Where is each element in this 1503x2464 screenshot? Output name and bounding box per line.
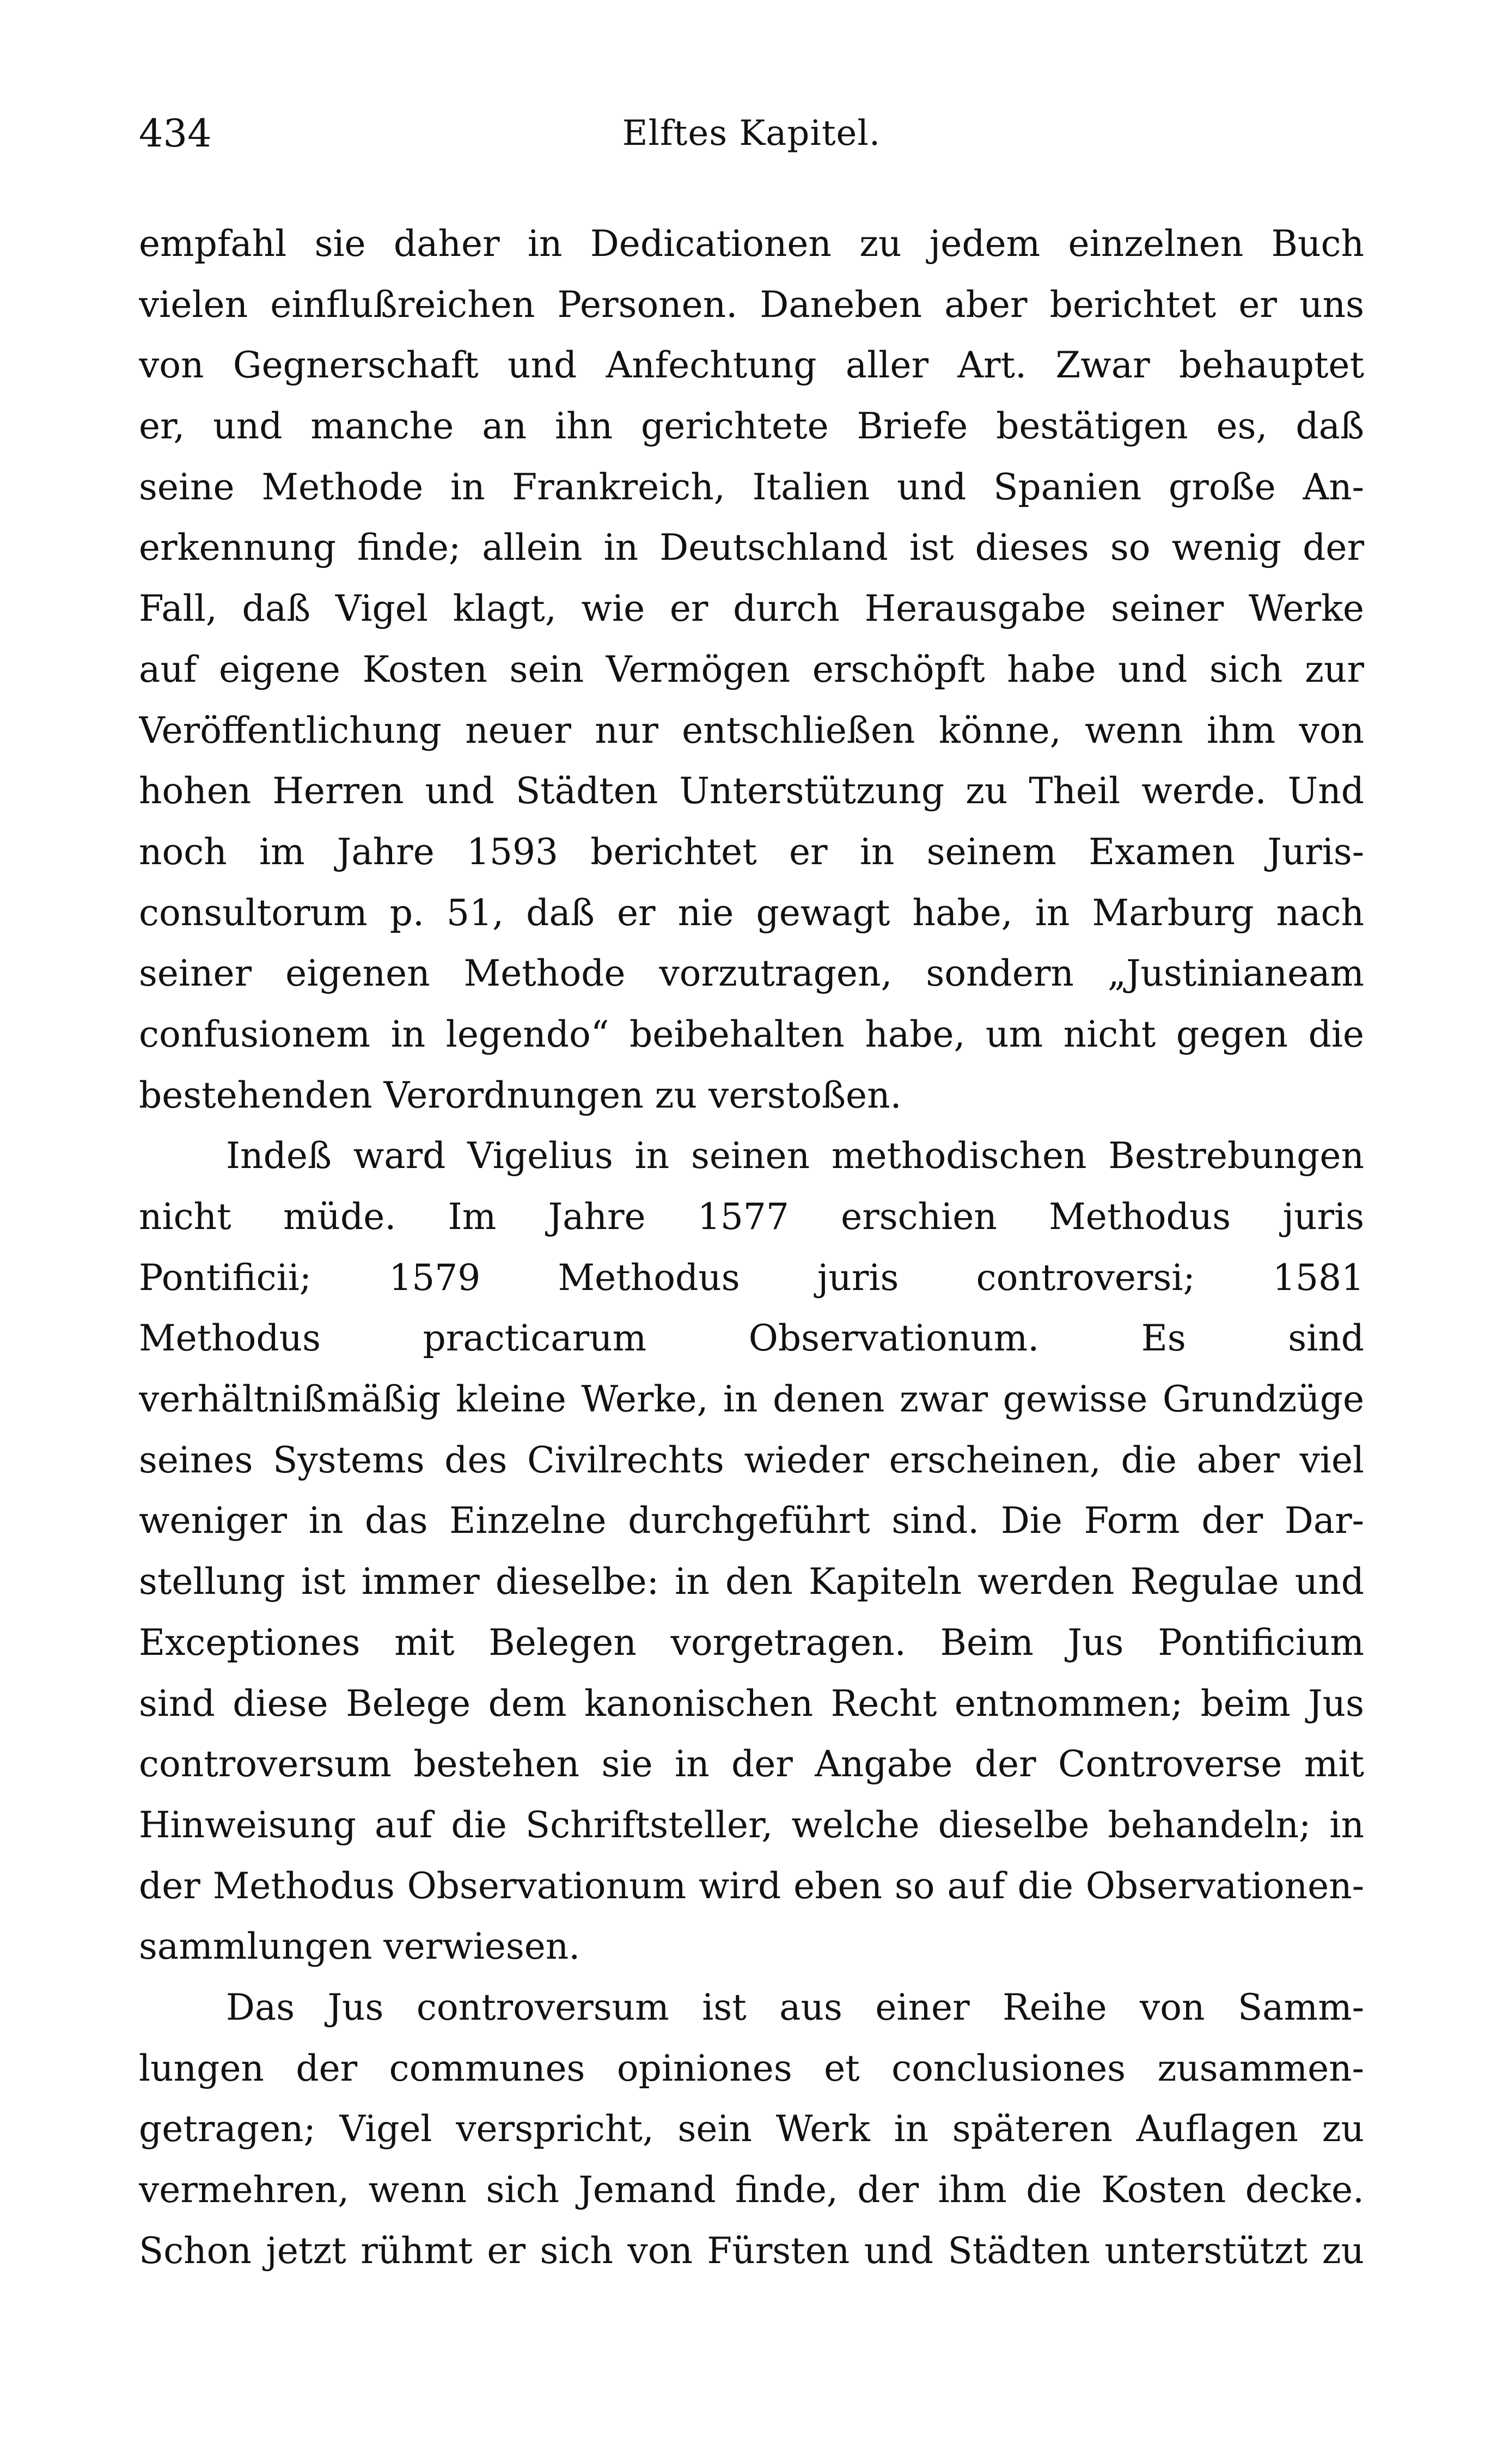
- text-line: vermehren, wenn sich Jemand finde, der ihm die Kosten decke.: [139, 2169, 1364, 2211]
- text-line: seines Systems des Civilrechts wieder erscheinen, die aber viel: [139, 1439, 1364, 1481]
- text-line: Das Jus controversum ist aus einer Reihe von Samm-: [226, 1986, 1364, 2028]
- text-line: getragen; Vigel verspricht, sein Werk in späteren Auflagen zu: [139, 2108, 1364, 2150]
- text-line: hohen Herren und Städten Unterstützung zu Theil werde. Und: [139, 770, 1364, 812]
- text-line: von Gegnerschaft und Anfechtung aller Art. Zwar behauptet: [139, 344, 1364, 387]
- text-line: confusionem in legendo“ beibehalten habe, um nicht gegen die: [139, 1013, 1364, 1055]
- text-line: Methodus practicarum Observationum. Es sind: [139, 1317, 1364, 1360]
- text-line: seiner eigenen Methode vorzutragen, sondern „Justinianeam: [139, 952, 1364, 995]
- text-line: vielen einflußreichen Personen. Daneben aber berichtet er uns: [139, 283, 1364, 326]
- page-header: [139, 109, 1364, 158]
- text-line: weniger in das Einzelne durchgeführt sind. Die Form der Dar-: [139, 1500, 1364, 1542]
- page-number: 434: [139, 111, 212, 156]
- body-text: [139, 213, 1364, 2281]
- text-line: Indeß ward Vigelius in seinen methodischen Bestrebungen: [226, 1135, 1364, 1177]
- text-line: consultorum p. 51, daß er nie gewagt habe, in Marburg nach: [139, 891, 1364, 934]
- text-line: verhältnißmäßig kleine Werke, in denen zwar gewisse Grundzüge: [139, 1378, 1364, 1421]
- text-line: seine Methode in Frankreich, Italien und Spanien große An-: [139, 466, 1364, 508]
- text-line: auf eigene Kosten sein Vermögen erschöpft habe und sich zur: [139, 648, 1364, 690]
- text-line: Veröffentlichung neuer nur entschließen könne, wenn ihm von: [139, 709, 1364, 751]
- text-line: noch im Jahre 1593 berichtet er in seinem Examen Juris-: [139, 830, 1364, 873]
- text-line: lungen der communes opiniones et conclusiones zusammen-: [139, 2047, 1364, 2089]
- text-line: Schon jetzt rühmt er sich von Fürsten und Städten unterstützt zu: [139, 2229, 1364, 2272]
- text-line: sammlungen verwiesen.: [139, 1925, 581, 1968]
- text-line: der Methodus Observationum wird eben so auf die Observationen-: [139, 1864, 1364, 1907]
- text-line: sind diese Belege dem kanonischen Recht entnommen; beim Jus: [139, 1682, 1364, 1725]
- text-line: controversum bestehen sie in der Angabe der Controverse mit: [139, 1743, 1364, 1786]
- text-line: er, und manche an ihn gerichtete Briefe bestätigen es, daß: [139, 405, 1364, 448]
- text-line: stellung ist immer dieselbe: in den Kapiteln werden Regulae und: [139, 1561, 1364, 1603]
- text-line: Fall, daß Vigel klagt, wie er durch Herausgabe seiner Werke: [139, 588, 1364, 630]
- text-line: bestehenden Verordnungen zu verstoßen.: [139, 1074, 902, 1116]
- running-title: Elftes Kapitel.: [622, 113, 881, 154]
- text-line: Exceptiones mit Belegen vorgetragen. Beim Jus Pontificium: [139, 1621, 1364, 1664]
- text-line: Hinweisung auf die Schriftsteller, welche dieselbe behandeln; in: [139, 1803, 1364, 1846]
- text-line: empfahl sie daher in Dedicationen zu jedem einzelnen Buch: [139, 223, 1364, 265]
- text-line: Pontificii; 1579 Methodus juris controversi; 1581: [139, 1256, 1364, 1299]
- text-line: erkennung finde; allein in Deutschland ist dieses so wenig der: [139, 527, 1364, 569]
- text-line: nicht müde. Im Jahre 1577 erschien Methodus juris: [139, 1196, 1364, 1238]
